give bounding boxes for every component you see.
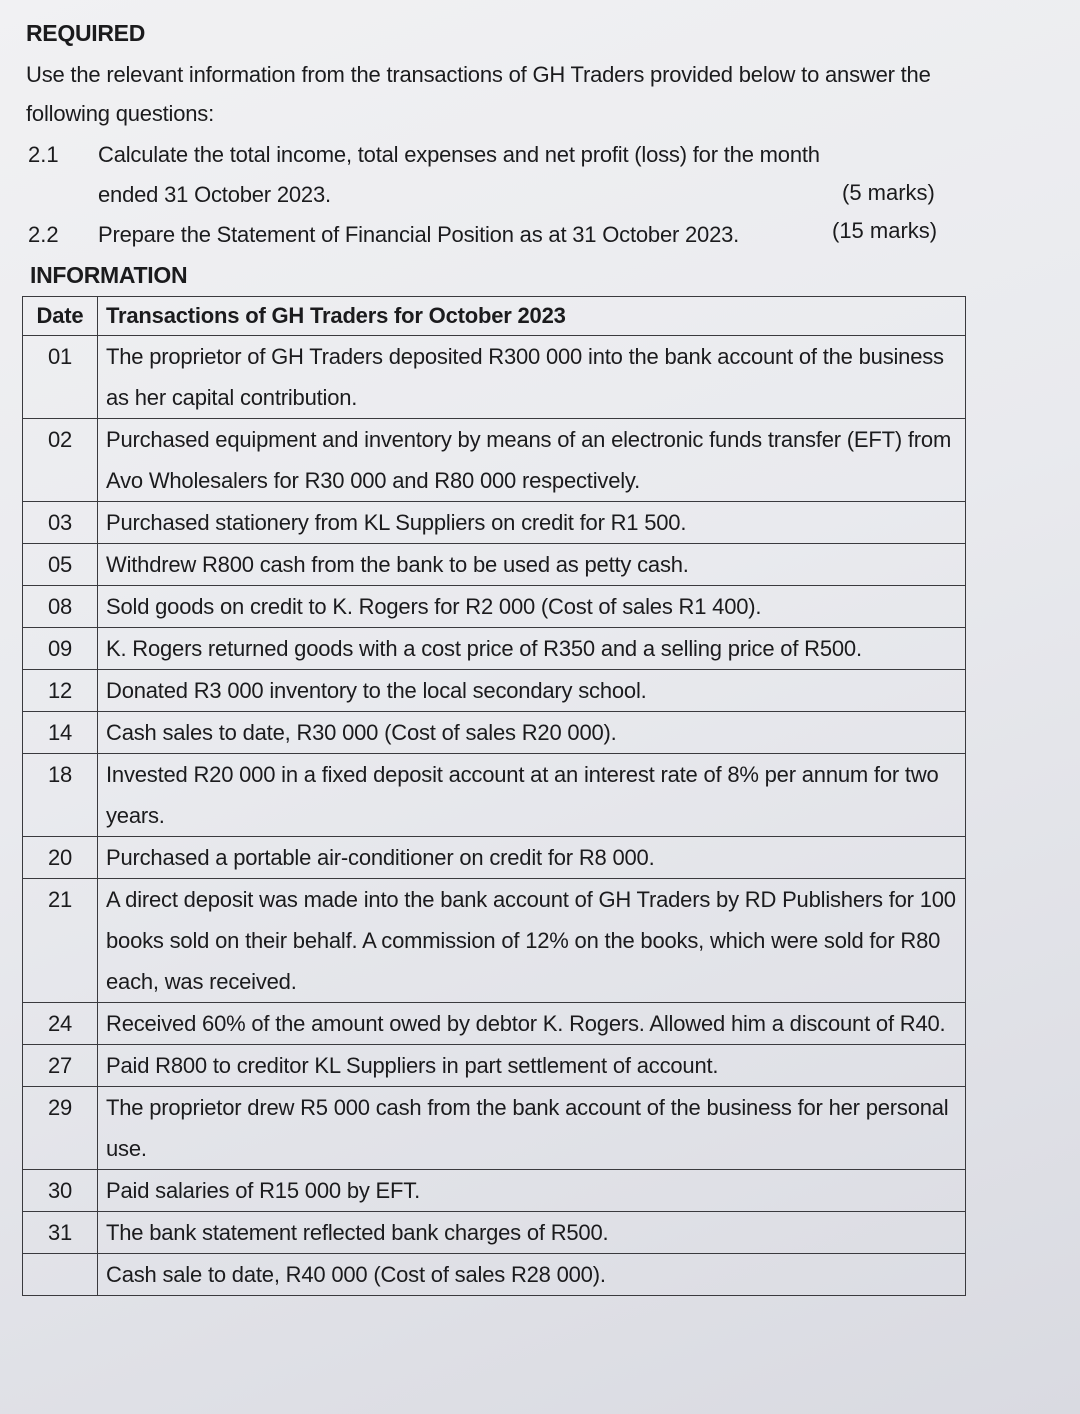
row-date: 24 bbox=[23, 1003, 98, 1045]
transactions-table bbox=[22, 296, 966, 1296]
table-row bbox=[23, 712, 966, 754]
row-date: 29 bbox=[23, 1087, 98, 1170]
question-marks: (5 marks) bbox=[842, 180, 935, 205]
column-header-transactions: Transactions of GH Traders for October 2023 bbox=[98, 297, 966, 336]
table-row bbox=[23, 1045, 966, 1087]
table-row bbox=[23, 628, 966, 670]
row-description: The proprietor of GH Traders deposited R300 000 into the bank account of the business as her capital contribution. bbox=[98, 336, 966, 419]
table-row bbox=[23, 502, 966, 544]
required-heading: REQUIRED bbox=[26, 20, 146, 46]
row-description: A direct deposit was made into the bank account of GH Traders by RD Publishers for 100 books sold on their behalf. A commission of 12% on the books, which were sold for R80 each, was received. bbox=[98, 879, 966, 1003]
row-date: 01 bbox=[23, 336, 98, 419]
table-row bbox=[23, 544, 966, 586]
row-description: Cash sale to date, R40 000 (Cost of sales R28 000). bbox=[98, 1254, 966, 1296]
row-date: 18 bbox=[23, 754, 98, 837]
column-header-date: Date bbox=[23, 297, 98, 336]
table-row bbox=[23, 336, 966, 419]
question-text: Calculate the total income, total expenses and net profit (loss) for the month bbox=[98, 142, 820, 167]
intro-line-2: following questions: bbox=[26, 101, 215, 126]
row-description: Cash sales to date, R30 000 (Cost of sales R20 000). bbox=[98, 712, 966, 754]
row-description: Purchased stationery from KL Suppliers on credit for R1 500. bbox=[98, 502, 966, 544]
row-description: The proprietor drew R5 000 cash from the bank account of the business for her personal use. bbox=[98, 1087, 966, 1170]
row-date: 12 bbox=[23, 670, 98, 712]
row-description: The bank statement reflected bank charges of R500. bbox=[98, 1212, 966, 1254]
information-heading: INFORMATION bbox=[30, 262, 188, 288]
row-date: 20 bbox=[23, 837, 98, 879]
table-row bbox=[23, 879, 966, 1003]
question-number: 2.1 bbox=[28, 142, 59, 167]
row-date: 09 bbox=[23, 628, 98, 670]
row-description: Purchased equipment and inventory by means of an electronic funds transfer (EFT) from Avo Wholesalers for R30 000 and R80 000 respectively. bbox=[98, 419, 966, 502]
table-row bbox=[23, 1212, 966, 1254]
row-date: 03 bbox=[23, 502, 98, 544]
row-description: Paid R800 to creditor KL Suppliers in part settlement of account. bbox=[98, 1045, 966, 1087]
intro-line-1: Use the relevant information from the transactions of GH Traders provided below to answer the bbox=[26, 62, 931, 87]
question-marks: (15 marks) bbox=[832, 218, 938, 243]
table-row bbox=[23, 837, 966, 879]
question-text: Prepare the Statement of Financial Position as at 31 October 2023. bbox=[98, 222, 740, 247]
row-date: 14 bbox=[23, 712, 98, 754]
table-row bbox=[23, 670, 966, 712]
row-description: K. Rogers returned goods with a cost price of R350 and a selling price of R500. bbox=[98, 628, 966, 670]
row-date: 30 bbox=[23, 1170, 98, 1212]
row-description: Invested R20 000 in a fixed deposit account at an interest rate of 8% per annum for two years. bbox=[98, 754, 966, 837]
table-row bbox=[23, 1170, 966, 1212]
table-row bbox=[23, 754, 966, 837]
row-description: Sold goods on credit to K. Rogers for R2 000 (Cost of sales R1 400). bbox=[98, 586, 966, 628]
table-header-row bbox=[23, 297, 966, 336]
row-description: Withdrew R800 cash from the bank to be used as petty cash. bbox=[98, 544, 966, 586]
question-text: ended 31 October 2023. bbox=[98, 182, 331, 207]
table-row bbox=[23, 1003, 966, 1045]
row-date: 31 bbox=[23, 1212, 98, 1254]
row-description: Paid salaries of R15 000 by EFT. bbox=[98, 1170, 966, 1212]
table-row bbox=[23, 586, 966, 628]
table-row bbox=[23, 1087, 966, 1170]
row-date bbox=[23, 1254, 98, 1296]
row-description: Purchased a portable air-conditioner on credit for R8 000. bbox=[98, 837, 966, 879]
question-number: 2.2 bbox=[28, 222, 59, 247]
row-date: 05 bbox=[23, 544, 98, 586]
row-date: 27 bbox=[23, 1045, 98, 1087]
row-description: Donated R3 000 inventory to the local secondary school. bbox=[98, 670, 966, 712]
table-row bbox=[23, 1254, 966, 1296]
row-date: 08 bbox=[23, 586, 98, 628]
table-row bbox=[23, 419, 966, 502]
row-description: Received 60% of the amount owed by debtor K. Rogers. Allowed him a discount of R40. bbox=[98, 1003, 966, 1045]
row-date: 02 bbox=[23, 419, 98, 502]
row-date: 21 bbox=[23, 879, 98, 1003]
